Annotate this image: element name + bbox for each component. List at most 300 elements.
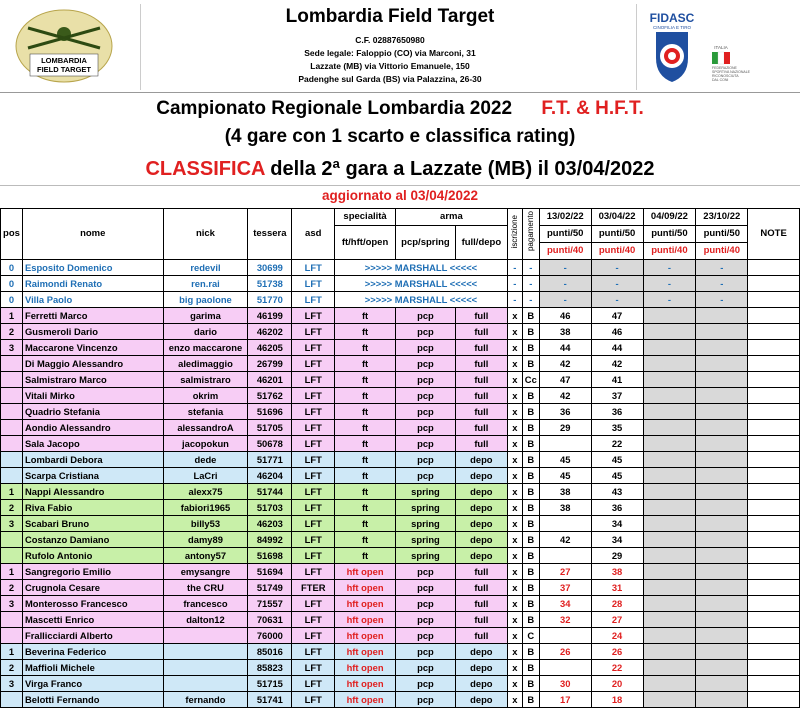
col-specialita: specialità: [335, 209, 396, 226]
cell-score-3: [643, 372, 696, 388]
svg-text:FEDERAZIONE: FEDERAZIONE: [712, 66, 737, 70]
cell-iscrizione: x: [507, 452, 522, 468]
cell-nick: the CRU: [163, 580, 248, 596]
cell-score-2: 42: [591, 356, 643, 372]
cell-score-1: [539, 436, 591, 452]
svg-text:RICONOSCIUTA: RICONOSCIUTA: [712, 74, 739, 78]
cell-tessera: 46202: [248, 324, 292, 340]
cell-iscrizione: x: [507, 644, 522, 660]
cell-specialita: ft: [335, 420, 396, 436]
cell-asd: LFT: [292, 516, 335, 532]
cell-categoria: depo: [455, 548, 507, 564]
cell-pagamento: B: [522, 484, 539, 500]
cell-categoria: full: [455, 388, 507, 404]
org-address-2: Lazzate (MB) via Vittorio Emanuele, 150: [310, 61, 470, 71]
cell-score-2: 38: [591, 564, 643, 580]
cell-specialita: hft open: [335, 676, 396, 692]
cell-pagamento: B: [522, 500, 539, 516]
cell-score-4: [696, 324, 748, 340]
cell-pos: [1, 612, 23, 628]
title-line-2: (4 gare con 1 scarto e classifica rating): [224, 126, 576, 147]
cell-pagamento: B: [522, 660, 539, 676]
cell-pos: [1, 404, 23, 420]
cell-note: [748, 692, 800, 708]
cell-nome: Rufolo Antonio: [22, 548, 163, 564]
cell-score-3: [643, 596, 696, 612]
col-nick: nick: [163, 209, 248, 260]
cell-tessera: 51744: [248, 484, 292, 500]
cell-score-4: [696, 564, 748, 580]
cell-nick: dede: [163, 452, 248, 468]
col-arma-sub-2: full/depo: [455, 226, 507, 260]
cell-tessera: 76000: [248, 628, 292, 644]
cell-nome: Costanzo Damiano: [22, 532, 163, 548]
cell-asd: LFT: [292, 292, 335, 308]
cell-categoria: full: [455, 564, 507, 580]
cell-asd: LFT: [292, 324, 335, 340]
cell-iscrizione: x: [507, 548, 522, 564]
table-row: [1, 500, 800, 516]
cell-note: [748, 404, 800, 420]
cell-note: [748, 260, 800, 276]
cell-nome: Aondio Alessandro: [22, 420, 163, 436]
cell-score-3: [643, 532, 696, 548]
svg-text:DAL CONI: DAL CONI: [712, 78, 729, 82]
svg-text:SPORTIVA NAZIONALE: SPORTIVA NAZIONALE: [712, 70, 750, 74]
table-row: [1, 548, 800, 564]
cell-tessera: 51770: [248, 292, 292, 308]
cell-score-1: 17: [539, 692, 591, 708]
cell-specialita: hft open: [335, 612, 396, 628]
cell-pagamento: B: [522, 452, 539, 468]
cell-score-2: 20: [591, 676, 643, 692]
cell-score-4: [696, 340, 748, 356]
cell-score-4: [696, 596, 748, 612]
col-pagamento-label: pagamento: [525, 211, 535, 252]
cell-nome: Monterosso Francesco: [22, 596, 163, 612]
cell-pos: [1, 548, 23, 564]
cell-tessera: 51715: [248, 676, 292, 692]
cell-note: [748, 580, 800, 596]
cell-nick: antony57: [163, 548, 248, 564]
cell-iscrizione: x: [507, 676, 522, 692]
cell-asd: LFT: [292, 468, 335, 484]
cell-asd: LFT: [292, 564, 335, 580]
cell-pos: 0: [1, 292, 23, 308]
cell-score-1: 38: [539, 324, 591, 340]
col-punti50: punti/50: [591, 226, 643, 243]
cell-note: [748, 564, 800, 580]
cell-note: [748, 548, 800, 564]
cell-note: [748, 628, 800, 644]
cell-note: [748, 372, 800, 388]
table-row: [1, 516, 800, 532]
cell-score-3: [643, 420, 696, 436]
svg-text:FIELD TARGET: FIELD TARGET: [36, 65, 92, 74]
cell-score-2: 36: [591, 500, 643, 516]
cell-score: -: [643, 276, 696, 292]
cell-categoria: full: [455, 420, 507, 436]
cell-iscrizione: x: [507, 388, 522, 404]
cell-note: [748, 596, 800, 612]
cell-nick: ren.rai: [163, 276, 248, 292]
cell-specialita: hft open: [335, 660, 396, 676]
cell-specialita: ft: [335, 516, 396, 532]
cell-score-4: [696, 452, 748, 468]
cell-nick: fernando: [163, 692, 248, 708]
cell-score-4: [696, 644, 748, 660]
cell-asd: LFT: [292, 500, 335, 516]
col-punti40: punti/40: [696, 243, 748, 260]
cell-note: [748, 420, 800, 436]
cell-iscrizione: x: [507, 612, 522, 628]
cell-score-2: 34: [591, 516, 643, 532]
cell-pos: [1, 468, 23, 484]
cell-note: [748, 644, 800, 660]
cell-score-2: 34: [591, 532, 643, 548]
cell-specialita: hft open: [335, 580, 396, 596]
cell-arma: pcp: [396, 372, 456, 388]
cell-asd: LFT: [292, 404, 335, 420]
cell-score: -: [539, 276, 591, 292]
cell-pagamento: C: [522, 628, 539, 644]
cell-score-1: 47: [539, 372, 591, 388]
table-row: [1, 612, 800, 628]
cell-tessera: 46205: [248, 340, 292, 356]
cell-iscrizione: x: [507, 324, 522, 340]
cell-score: -: [696, 292, 748, 308]
cell-score-4: [696, 612, 748, 628]
cell-asd: LFT: [292, 436, 335, 452]
cell-tessera: 70631: [248, 612, 292, 628]
cell-iscrizione: x: [507, 500, 522, 516]
cell-score-1: 42: [539, 388, 591, 404]
col-tessera: tessera: [248, 209, 292, 260]
col-punti40: punti/40: [539, 243, 591, 260]
cell-nome: Villa Paolo: [22, 292, 163, 308]
cell-tessera: 51703: [248, 500, 292, 516]
cell-specialita: ft: [335, 372, 396, 388]
cell-iscrizione: x: [507, 484, 522, 500]
cell-iscrizione: x: [507, 628, 522, 644]
cell-pagamento: B: [522, 564, 539, 580]
svg-text:FIDASC: FIDASC: [649, 11, 695, 25]
org-name: Lombardia Field Target: [285, 6, 495, 27]
cell-score-1: 38: [539, 484, 591, 500]
table-row: [1, 660, 800, 676]
cell-pos: 1: [1, 308, 23, 324]
cell-asd: LFT: [292, 644, 335, 660]
cell-asd: LFT: [292, 420, 335, 436]
cell-score: -: [696, 260, 748, 276]
cell-tessera: 51698: [248, 548, 292, 564]
cell-iscrizione: x: [507, 308, 522, 324]
cell-categoria: full: [455, 340, 507, 356]
cell-asd: LFT: [292, 692, 335, 708]
cell-iscrizione: x: [507, 596, 522, 612]
cell-nome: Virga Franco: [22, 676, 163, 692]
table-row: [1, 452, 800, 468]
cell-nome: Scabari Bruno: [22, 516, 163, 532]
championship-title: Campionato Regionale Lombardia 2022: [156, 98, 513, 119]
cell-score: -: [539, 260, 591, 276]
cell-arma: pcp: [396, 452, 456, 468]
cell-score-2: 46: [591, 324, 643, 340]
cell-score-1: 36: [539, 404, 591, 420]
cell-nick: [163, 628, 248, 644]
cell-score-4: [696, 484, 748, 500]
table-row: [1, 580, 800, 596]
cell-asd: LFT: [292, 340, 335, 356]
cell-note: [748, 308, 800, 324]
cell-arma: pcp: [396, 596, 456, 612]
cell-score-4: [696, 356, 748, 372]
cell-specialita: ft: [335, 324, 396, 340]
cell-arma: spring: [396, 484, 456, 500]
cell-score-2: 28: [591, 596, 643, 612]
document-header: [0, 0, 800, 92]
cell-nome: Frallicciardi Alberto: [22, 628, 163, 644]
cell-note: [748, 276, 800, 292]
col-asd: asd: [292, 209, 335, 260]
cell-pos: 3: [1, 596, 23, 612]
cell-specialita: ft: [335, 500, 396, 516]
cell-pagamento: B: [522, 356, 539, 372]
cell-pos: 1: [1, 644, 23, 660]
lombardia-field-target-logo: [14, 8, 114, 86]
cell-score-1: 38: [539, 500, 591, 516]
cell-score-2: 35: [591, 420, 643, 436]
cell-nick: [163, 676, 248, 692]
marshall-row: [1, 292, 800, 308]
cell-specialita: ft: [335, 484, 396, 500]
cell-pos: [1, 420, 23, 436]
cell-pagamento: B: [522, 516, 539, 532]
cell-iscrizione: x: [507, 580, 522, 596]
cell-asd: LFT: [292, 660, 335, 676]
cell-note: [748, 452, 800, 468]
cell-pagamento: B: [522, 468, 539, 484]
divider: [140, 4, 141, 90]
cell-arma: pcp: [396, 324, 456, 340]
cell-categoria: depo: [455, 484, 507, 500]
table-row: [1, 324, 800, 340]
cell-score-3: [643, 340, 696, 356]
cell-score-4: [696, 628, 748, 644]
cell-score-4: [696, 500, 748, 516]
cell-score-4: [696, 388, 748, 404]
cell-score-4: [696, 516, 748, 532]
cell-pos: 2: [1, 324, 23, 340]
cell-categoria: full: [455, 596, 507, 612]
cell-score-4: [696, 692, 748, 708]
cell-nome: Ferretti Marco: [22, 308, 163, 324]
cell-score-3: [643, 516, 696, 532]
cell-specialita: hft open: [335, 644, 396, 660]
cell-categoria: full: [455, 324, 507, 340]
cell-pagamento: B: [522, 532, 539, 548]
race-description: della 2ª gara a Lazzate (MB) il 03/04/2022: [270, 158, 655, 180]
cell-score-1: 45: [539, 452, 591, 468]
cell-tessera: 51749: [248, 580, 292, 596]
cell-score-1: 44: [539, 340, 591, 356]
cell-score-2: 41: [591, 372, 643, 388]
table-row: [1, 628, 800, 644]
cell-pagamento: B: [522, 340, 539, 356]
col-iscrizione-label: iscrizione: [509, 214, 519, 249]
cell-score-3: [643, 580, 696, 596]
cell-score-4: [696, 532, 748, 548]
cell-score-1: 42: [539, 532, 591, 548]
cell-tessera: 84992: [248, 532, 292, 548]
cell-note: [748, 612, 800, 628]
cell-asd: LFT: [292, 532, 335, 548]
cell-note: [748, 532, 800, 548]
cell-note: [748, 340, 800, 356]
cell-nick: aledimaggio: [163, 356, 248, 372]
cell-tessera: 51705: [248, 420, 292, 436]
cell-categoria: full: [455, 628, 507, 644]
cell-note: [748, 388, 800, 404]
cell-score-2: 22: [591, 436, 643, 452]
col-pagamento: [522, 209, 539, 260]
cell-score-2: 22: [591, 660, 643, 676]
title-rule: [0, 185, 800, 186]
divider: [636, 4, 637, 90]
cell-note: [748, 484, 800, 500]
cell-specialita: ft: [335, 452, 396, 468]
cell-score-4: [696, 548, 748, 564]
cell-arma: spring: [396, 548, 456, 564]
cell-nick: [163, 660, 248, 676]
col-note: NOTE: [748, 209, 800, 260]
cell-categoria: depo: [455, 644, 507, 660]
cell-pagamento: -: [522, 292, 539, 308]
cell-asd: LFT: [292, 452, 335, 468]
cell-specialita: ft: [335, 436, 396, 452]
cell-arma: pcp: [396, 660, 456, 676]
cell-arma: pcp: [396, 644, 456, 660]
cell-asd: LFT: [292, 676, 335, 692]
cell-marshall: >>>>> MARSHALL <<<<<: [335, 292, 508, 308]
cell-asd: LFT: [292, 276, 335, 292]
cell-note: [748, 292, 800, 308]
col-date-4: 23/10/22: [696, 209, 748, 226]
cell-pagamento: B: [522, 548, 539, 564]
cell-categoria: depo: [455, 500, 507, 516]
cell-iscrizione: x: [507, 420, 522, 436]
cell-score-3: [643, 612, 696, 628]
cell-arma: pcp: [396, 436, 456, 452]
cell-score-1: 29: [539, 420, 591, 436]
table-row: [1, 644, 800, 660]
cell-asd: LFT: [292, 548, 335, 564]
cell-pos: 0: [1, 260, 23, 276]
col-pos: pos: [1, 209, 23, 260]
cell-categoria: depo: [455, 452, 507, 468]
cell-score-1: 30: [539, 676, 591, 692]
cell-score-3: [643, 660, 696, 676]
cell-nome: Riva Fabio: [22, 500, 163, 516]
org-cf: C.F. 02887650980: [355, 35, 425, 45]
cell-arma: pcp: [396, 676, 456, 692]
cell-iscrizione: x: [507, 532, 522, 548]
cell-nome: Maffioli Michele: [22, 660, 163, 676]
cell-pagamento: B: [522, 404, 539, 420]
cell-pagamento: B: [522, 612, 539, 628]
cell-nome: Salmistraro Marco: [22, 372, 163, 388]
cell-categoria: full: [455, 612, 507, 628]
cell-score-1: 46: [539, 308, 591, 324]
cell-asd: LFT: [292, 308, 335, 324]
cell-score-3: [643, 452, 696, 468]
table-row: [1, 596, 800, 612]
title-line-1: [0, 98, 800, 120]
cell-note: [748, 468, 800, 484]
cell-pos: [1, 356, 23, 372]
cell-categoria: full: [455, 372, 507, 388]
cell-nick: LaCri: [163, 468, 248, 484]
cell-score-1: 32: [539, 612, 591, 628]
cell-arma: pcp: [396, 468, 456, 484]
cell-pos: [1, 532, 23, 548]
cell-score-1: [539, 548, 591, 564]
cell-pos: [1, 436, 23, 452]
cell-categoria: depo: [455, 692, 507, 708]
cell-asd: LFT: [292, 260, 335, 276]
cell-asd: LFT: [292, 356, 335, 372]
cell-arma: pcp: [396, 356, 456, 372]
cell-score-3: [643, 468, 696, 484]
cell-score: -: [643, 292, 696, 308]
cell-tessera: 51771: [248, 452, 292, 468]
table-row: [1, 356, 800, 372]
cell-arma: pcp: [396, 564, 456, 580]
cell-arma: spring: [396, 516, 456, 532]
cell-score-3: [643, 484, 696, 500]
cell-asd: LFT: [292, 372, 335, 388]
cell-tessera: 26799: [248, 356, 292, 372]
fidasc-logo: [649, 8, 750, 88]
cell-categoria: full: [455, 356, 507, 372]
cell-score: -: [591, 260, 643, 276]
cell-score-3: [643, 692, 696, 708]
cell-specialita: ft: [335, 468, 396, 484]
cell-nick: redevil: [163, 260, 248, 276]
cell-nick: francesco: [163, 596, 248, 612]
cell-iscrizione: -: [507, 292, 522, 308]
table-row: [1, 676, 800, 692]
cell-nick: dario: [163, 324, 248, 340]
cell-iscrizione: x: [507, 356, 522, 372]
cell-score-3: [643, 356, 696, 372]
cell-score-1: [539, 628, 591, 644]
cell-score: -: [643, 260, 696, 276]
col-spec-sub: ft/hft/open: [335, 226, 396, 260]
cell-pagamento: Cc: [522, 372, 539, 388]
col-arma: arma: [396, 209, 508, 226]
cell-iscrizione: x: [507, 436, 522, 452]
cell-pagamento: B: [522, 388, 539, 404]
cell-score-3: [643, 628, 696, 644]
cell-score-3: [643, 388, 696, 404]
cell-score-2: 26: [591, 644, 643, 660]
cell-nick: okrim: [163, 388, 248, 404]
cell-categoria: depo: [455, 468, 507, 484]
cell-asd: LFT: [292, 628, 335, 644]
cell-score-2: 45: [591, 452, 643, 468]
cell-score-2: 29: [591, 548, 643, 564]
